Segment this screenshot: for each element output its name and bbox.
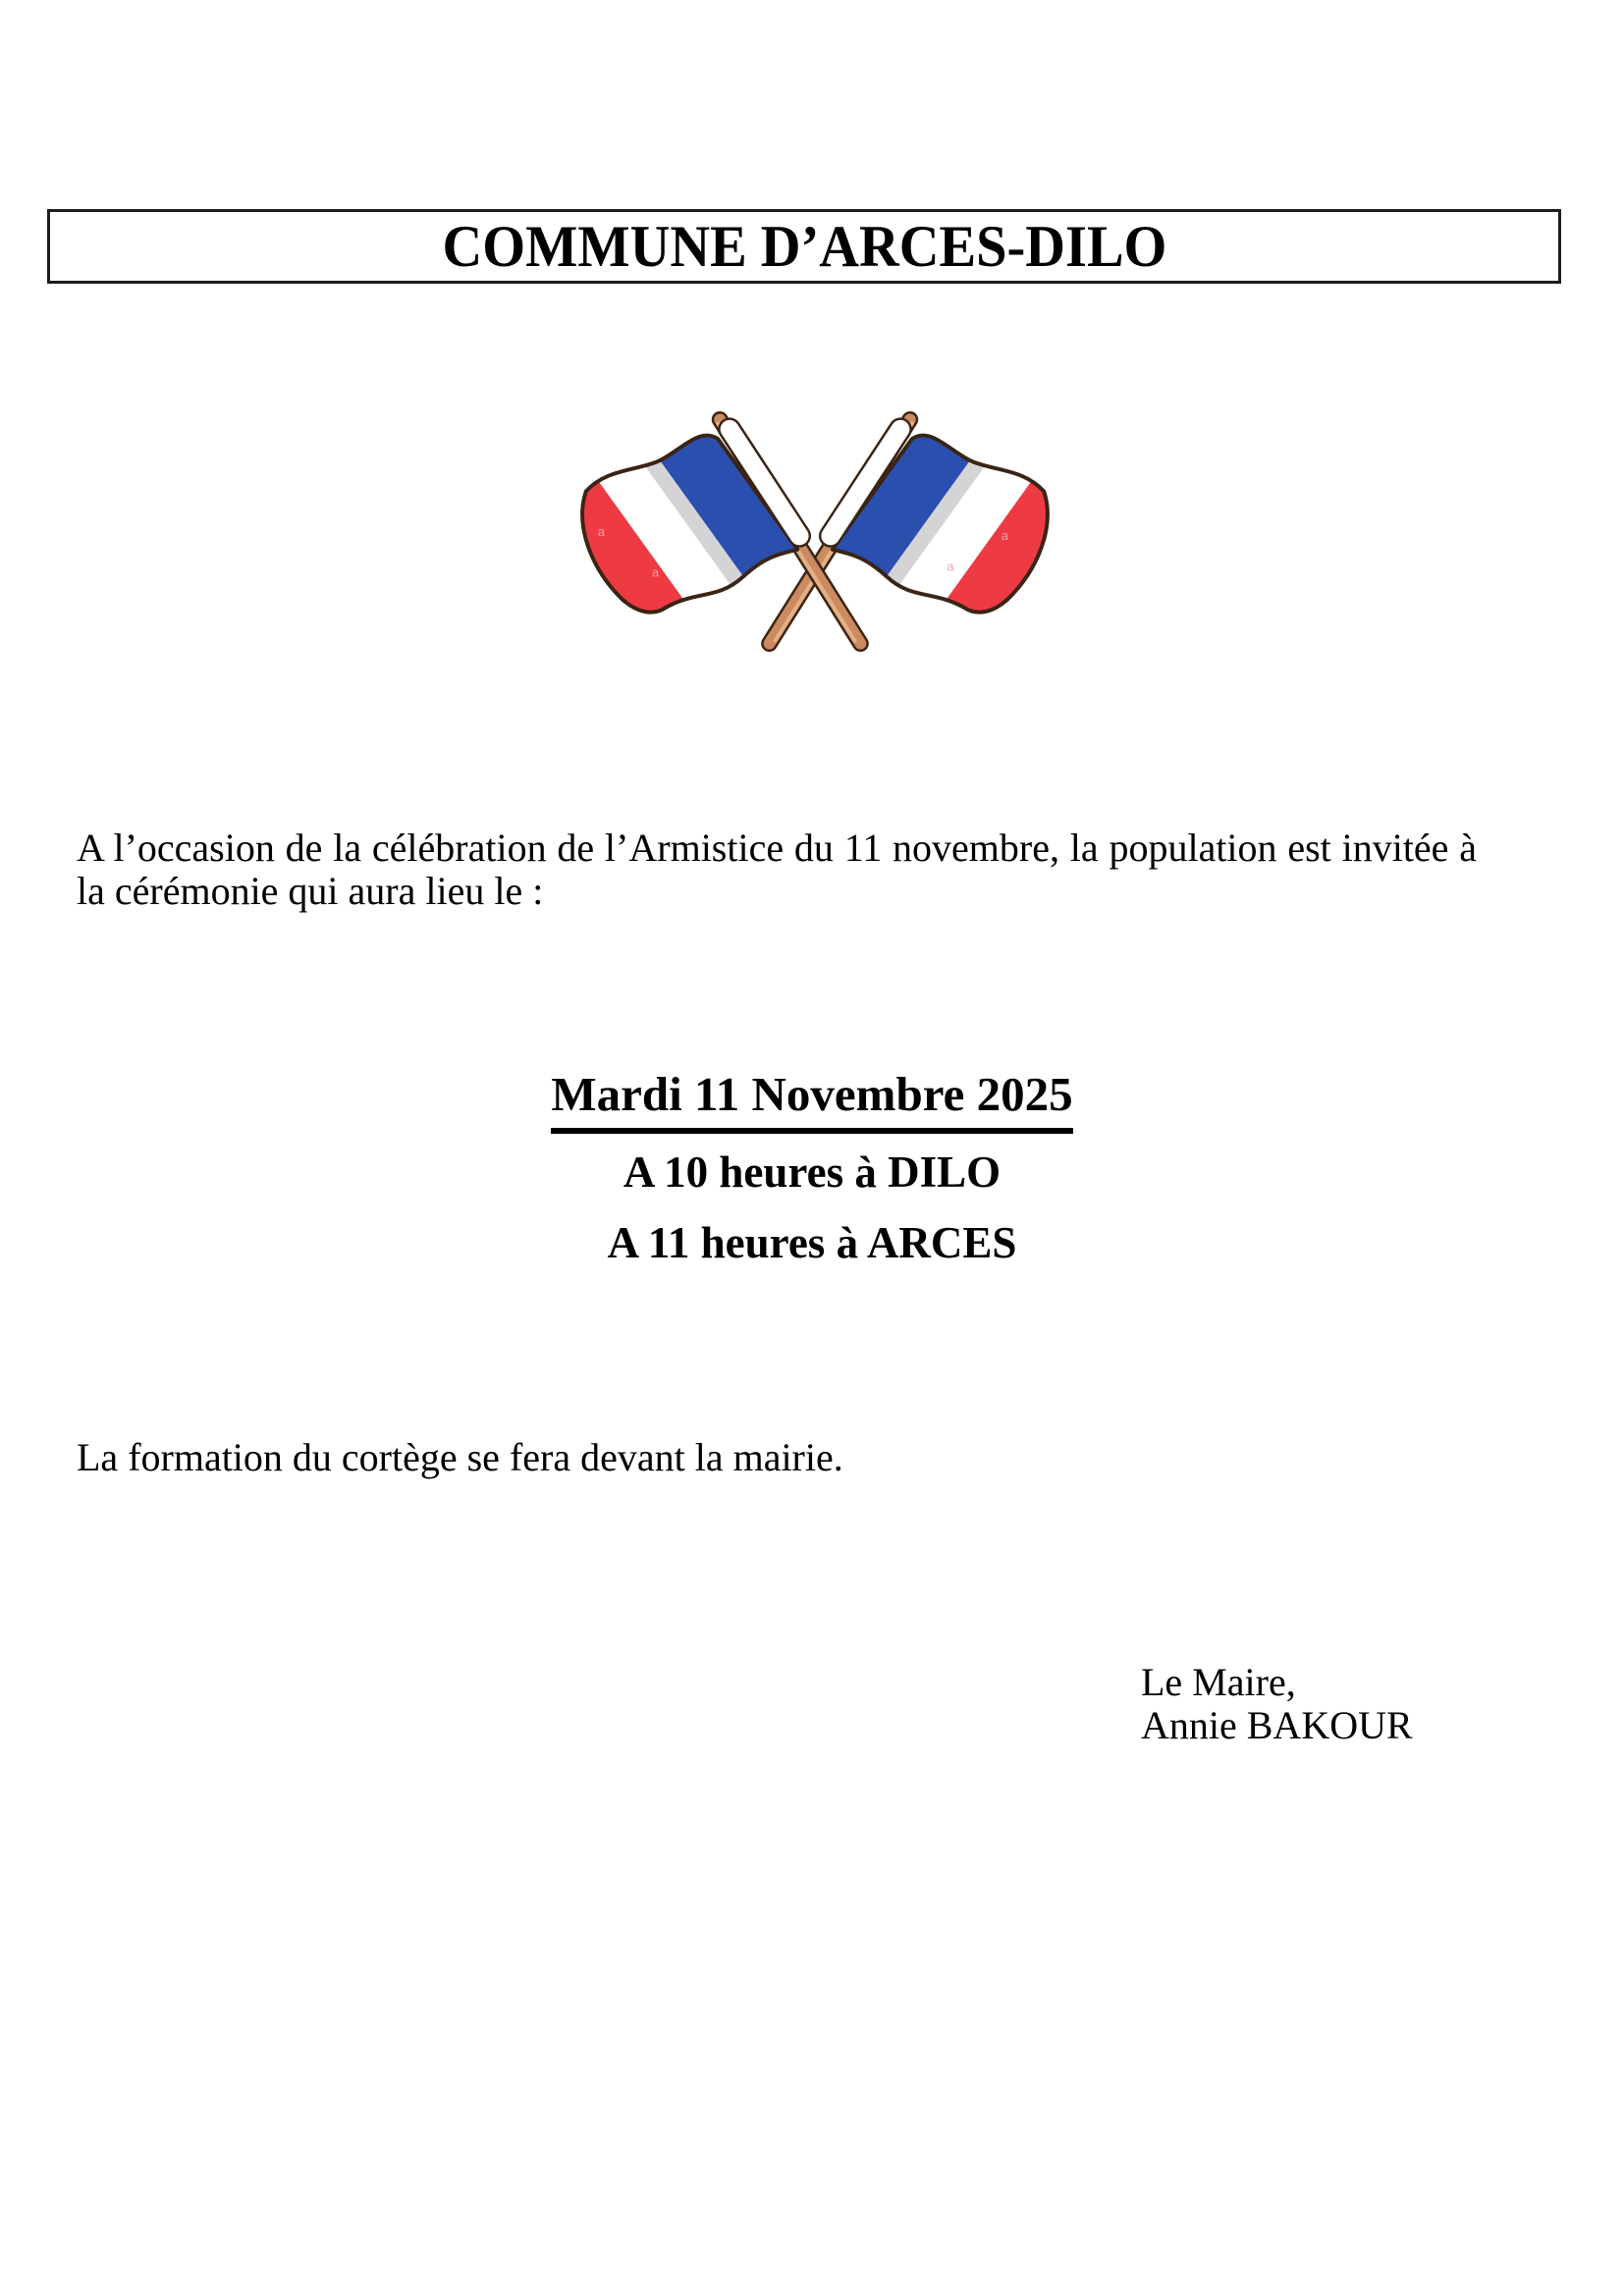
- intro-paragraph: A l’occasion de la célébration de l’Armistice du 11 novembre, la population est invitée à la cérémonie qui aura lieu le :: [77, 826, 1477, 913]
- cortege-paragraph: La formation du cortège se fera devant la mairie.: [77, 1435, 843, 1479]
- crossed-french-flags-image: [572, 409, 1057, 653]
- time-line-arces: A 11 heures à ARCES: [607, 1218, 1017, 1267]
- title-box: [47, 209, 1561, 284]
- page-title: COMMUNE D’ARCES-DILO: [442, 213, 1166, 279]
- svg-text:a: a: [597, 523, 605, 539]
- time-line-dilo: A 10 heures à DILO: [623, 1148, 1001, 1197]
- svg-text:a: a: [652, 564, 660, 580]
- signature-block: [1141, 1661, 1413, 1747]
- signature-role: Le Maire,: [1141, 1660, 1296, 1704]
- date-heading-text: Mardi 11 Novembre 2025: [551, 1066, 1072, 1134]
- svg-text:a: a: [947, 559, 954, 574]
- signature-name: Annie BAKOUR: [1141, 1703, 1413, 1747]
- date-heading: [0, 1066, 1624, 1134]
- svg-text:a: a: [1001, 527, 1008, 543]
- left-flag: [572, 409, 863, 653]
- right-flag: [767, 409, 1057, 653]
